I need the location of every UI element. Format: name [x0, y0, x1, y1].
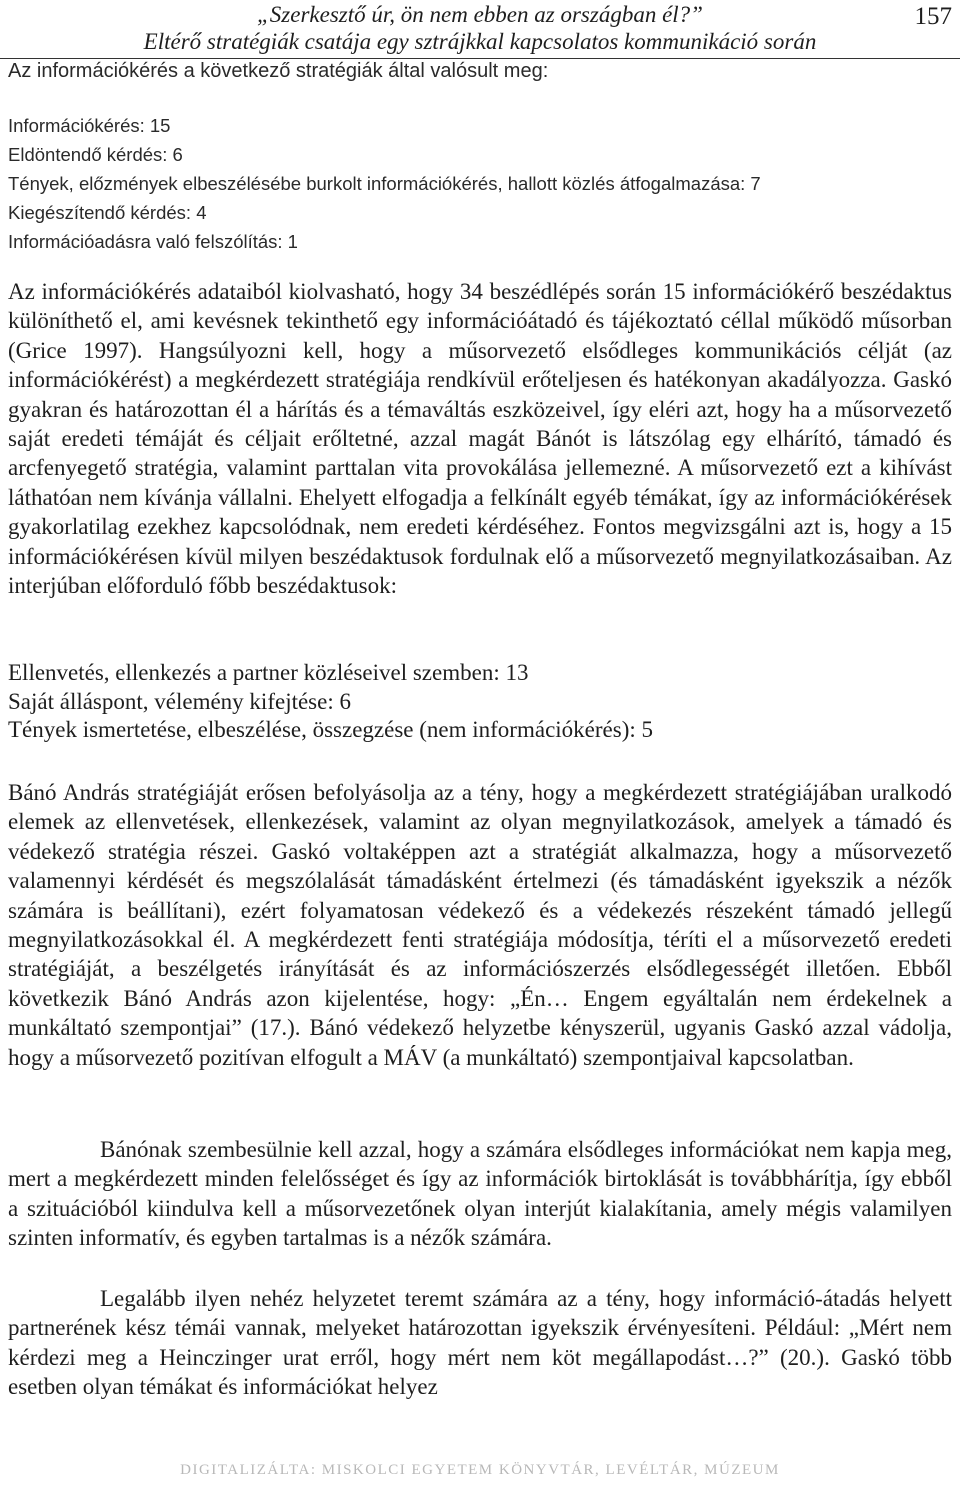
strategy-section	[8, 56, 953, 86]
list-item: Tények, előzmények elbeszélésébe burkolt információkérés, hallott közlés átfogalmazása: 7	[8, 173, 761, 194]
paragraph-2: Bánó András stratégiáját erősen befolyásolja az a tény, hogy a megkérdezett stratégiájában uralkodó elemek az ellenvetések, ellenkezések, valamint az olyan megnyilatkozások, amelyek a támadó és védekező stratégia részei. Gaskó voltaképpen azt a stratégiát alkalmazza, hogy a műsorvezető valamennyi kérdését és megszólalását támadásként értelmezi (és támadásként igyekszik a nézők számára is beállítani), ezért folyamatosan védekező és a védekezés részeként támadó jellegű megnyilatkozásokkal él. A megkérdezett fenti stratégiája módosítja, téríti el a műsorvezető eredeti stratégiáját, a beszélgetés irányítását és az információszerzés elsődlegességét illetően. Ebből következik Bánó András azon kijelentése, hogy: „Én… Engem egyáltalán nem érdekelnek a munkáltató szempontjai” (17.). Bánó védekező helyzetbe kényszerül, ugyanis Gaskó azzal vádolja, hogy a műsorvezető pozitívan elfogult a MÁV (a munkáltató) szempontjaival kapcsolatban.	[8, 780, 952, 1070]
paragraph-4: Legalább ilyen nehéz helyzetet teremt számára az a tény, hogy információ-átadás helyett partnerének kész témái vannak, melyeket határozottan igyekszik érvényesíteni. Például: „Mért nem kérdezi meg a Heinczinger urat erről, hogy mért nem köt megállapodást…?” (20.). Gaskó több esetben olyan témákat és információkat helyez	[8, 1286, 952, 1400]
list-item: Ellenvetés, ellenkezés a partner közléseivel szemben: 13	[8, 660, 529, 685]
speech-act-list	[8, 659, 952, 745]
strategy-list	[8, 111, 953, 256]
list-item: Tények ismertetése, elbeszélése, összegzése (nem információkérés): 5	[8, 717, 653, 742]
strategy-intro: Az információkérés a következő stratégiák által valósult meg:	[8, 60, 549, 82]
header-title: „Szerkesztő úr, ön nem ebben az országban él?”	[257, 2, 703, 27]
list-item: Eldöntendő kérdés: 6	[8, 144, 183, 165]
paragraph-3: Bánónak szembesülnie kell azzal, hogy a számára elsődleges információkat nem kapja meg, mert a megkérdezett minden felelősséget és így az információk birtoklását is továbbhárítja, így ebből a szituációból kiindulva kell a műsorvezetőnek olyan interjút kialakítania, amely mégis valamilyen szinten informatív, és egyben tartalmas is a nézők számára.	[8, 1137, 952, 1251]
list-item: Saját álláspont, vélemény kifejtése: 6	[8, 688, 351, 714]
list-item: Információadásra való felszólítás: 1	[8, 231, 298, 252]
running-header	[0, 0, 960, 62]
digitization-footer: DIGITALIZÁLTA: MISKOLCI EGYETEM KÖNYVTÁR, LEVÉLTÁR, MÚZEUM	[180, 1462, 780, 1478]
paragraph-1: Az információkérés adataiból kiolvasható, hogy 34 beszédlépés során 15 információkérő beszédaktus különíthető el, ami kevésnek tekinthető egy információátadó és tájékoztató céllal működő műsorban (Grice 1997). Hangsúlyozni kell, hogy a műsorvezető elsődleges kommunikációs célját (az információkérést) a megkérdezett stratégiája rendkívül erőteljesen és hatékonyan akadályozza. Gaskó gyakran és határozottan él a hárítás és a témaváltás eszközeivel, így eléri azt, hogy ha a műsorvezető saját eredeti témáját és céljait erőltetné, azzal magát Bánót is látszólag egy elhárító, támadó és arcfenyegető stratégia, valamint parttalan vita provokálása jellemezné. A műsorvezető ezt a kihívást láthatóan nem kívánja vállalni. Ehelyett elfogadja a felkínált egyéb témákat, így az információkérések gyakorlatilag ezekhez kapcsolódnak, nem eredeti kérdéséhez. Fontos megvizsgálni azt is, hogy a 15 információkérésen kívül milyen beszédaktusok fordulnak elő a műsorvezető megnyilatkozásaiban. Az interjúban előforduló főbb beszédaktusok:	[8, 279, 952, 599]
page-number: 157	[914, 3, 952, 30]
list-item: Információkérés: 15	[8, 115, 171, 136]
header-subtitle: Eltérő stratégiák csatája egy sztrájkkal kapcsolatos kommunikáció során	[143, 29, 817, 54]
list-item: Kiegészítendő kérdés: 4	[8, 202, 207, 223]
